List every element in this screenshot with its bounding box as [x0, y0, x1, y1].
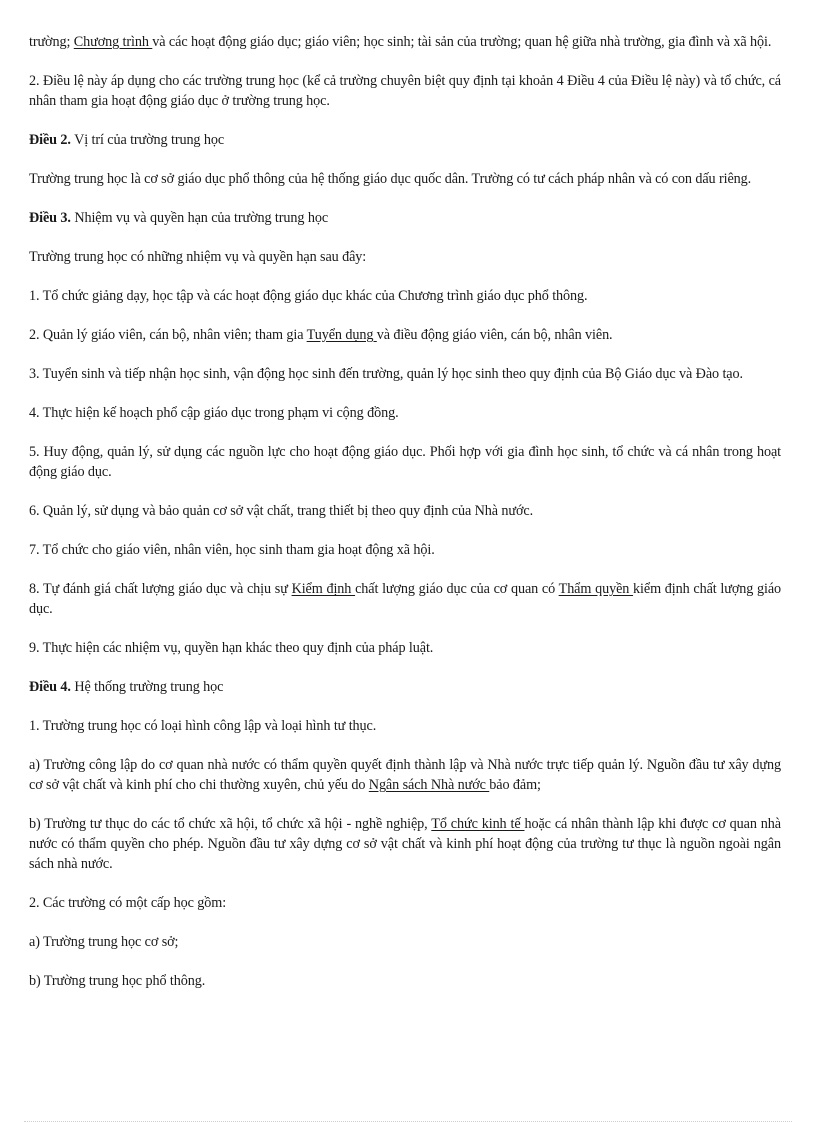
document-body	[29, 32, 781, 1010]
paragraph-text: 3. Tuyển sinh và tiếp nhận học sinh, vận động học sinh đến trường, quản lý học sinh theo quy định của Bộ Giáo dục và Đào tạo.	[29, 366, 743, 382]
paragraph-p1	[29, 71, 781, 111]
paragraph-text: 9. Thực hiện các nhiệm vụ, quyền hạn khác theo quy định của pháp luật.	[29, 640, 434, 656]
paragraph-p8	[29, 364, 781, 384]
inline-link[interactable]: Ngân sách Nhà nước	[368, 777, 490, 793]
paragraph-p2	[29, 130, 781, 150]
paragraph-text: Trường trung học là cơ sở giáo dục phổ thông của hệ thống giáo dục quốc dân. Trường có tư cách pháp nhân và có con dấu riêng.	[29, 171, 752, 187]
paragraph-text: b) Trường tư thục do các tổ chức xã hội, tổ chức xã hội - nghề nghiệp,	[29, 816, 432, 832]
inline-link[interactable]: Tổ chức kinh tế	[431, 816, 525, 832]
paragraph-text: Hệ thống trường trung học	[70, 679, 224, 695]
paragraph-p4	[29, 208, 781, 228]
paragraph-text: 6. Quản lý, sử dụng và bảo quản cơ sở vật chất, trang thiết bị theo quy định của Nhà nước.	[29, 503, 534, 519]
paragraph-text: 2. Điều lệ này áp dụng cho các trường trung học (kể cả trường chuyên biệt quy định tại khoản 4 Điều 4 của Điều lệ này) và tổ chức, cá nhân tham gia hoạt động giáo dục ở trường trung học.	[29, 73, 781, 109]
paragraph-text: Nhiệm vụ và quyền hạn của trường trung học	[70, 210, 329, 226]
paragraph-p13	[29, 579, 781, 619]
paragraph-text: a) Trường công lập do cơ quan nhà nước có thẩm quyền quyết định thành lập và Nhà nước trực tiếp quản lý. Nguồn đầu tư xây dựng cơ sở vật chất và kinh phí cho chi thường xuyên, chủ yếu do	[29, 757, 781, 793]
paragraph-text: 8. Tự đánh giá chất lượng giáo dục và chịu sự	[29, 581, 292, 597]
inline-link[interactable]: Thẩm quyền	[558, 581, 634, 597]
paragraph-text: và các hoạt động giáo dục; giáo viên; học sinh; tài sản của trường; quan hệ giữa nhà trường, gia đình và xã hội.	[152, 34, 772, 50]
paragraph-p12	[29, 540, 781, 560]
paragraph-p20	[29, 932, 781, 952]
paragraph-text: 2. Các trường có một cấp học gồm:	[29, 895, 227, 911]
paragraph-p0	[29, 32, 781, 52]
paragraph-text: a) Trường trung học cơ sở;	[29, 934, 179, 950]
article-heading-label: Điều 3.	[29, 210, 71, 226]
paragraph-p18	[29, 814, 781, 874]
article-heading-label: Điều 4.	[29, 679, 71, 695]
paragraph-p15	[29, 677, 781, 697]
paragraph-text: Vị trí của trường trung học	[70, 132, 225, 148]
paragraph-p17	[29, 755, 781, 795]
paragraph-text: hoặc cá nhân thành lập khi được cơ quan nhà nước có thẩm quyền cho phép. Nguồn đầu tư xây dựng cơ sở vật chất và kinh phí hoạt động của trường tư thục là nguồn ngoài ngân sách nhà nước.	[29, 816, 781, 872]
paragraph-text: b) Trường trung học phổ thông.	[29, 973, 206, 989]
paragraph-p5	[29, 247, 781, 267]
paragraph-text: 7. Tổ chức cho giáo viên, nhân viên, học sinh tham gia hoạt động xã hội.	[29, 542, 435, 558]
inline-link[interactable]: Tuyển dụng	[306, 327, 377, 343]
paragraph-text: trường;	[29, 34, 74, 50]
paragraph-text: và điều động giáo viên, cán bộ, nhân viên.	[376, 327, 613, 343]
inline-link[interactable]: Chương trình	[73, 34, 153, 50]
paragraph-text: Trường trung học có những nhiệm vụ và quyền hạn sau đây:	[29, 249, 367, 265]
paragraph-p16	[29, 716, 781, 736]
inline-link[interactable]: Kiểm định	[291, 581, 356, 597]
paragraph-p7	[29, 325, 781, 345]
paragraph-text: 5. Huy động, quản lý, sử dụng các nguồn lực cho hoạt động giáo dục. Phối hợp với gia đình học sinh, tổ chức và cá nhân trong hoạt động giáo dục.	[29, 444, 781, 480]
paragraph-text: chất lượng giáo dục của cơ quan có	[355, 581, 559, 597]
article-heading-label: Điều 2.	[29, 132, 71, 148]
paragraph-text: 2. Quản lý giáo viên, cán bộ, nhân viên; tham gia	[29, 327, 307, 343]
paragraph-text: bảo đảm;	[489, 777, 541, 793]
paragraph-p10	[29, 442, 781, 482]
paragraph-text: kiểm định chất lượng giáo dục.	[29, 581, 782, 617]
paragraph-p14	[29, 638, 781, 658]
page-bottom-divider	[24, 1121, 792, 1122]
paragraph-p11	[29, 501, 781, 521]
paragraph-p19	[29, 893, 781, 913]
paragraph-p3	[29, 169, 781, 189]
paragraph-p21	[29, 971, 781, 991]
paragraph-p6	[29, 286, 781, 306]
paragraph-text: 1. Tổ chức giảng dạy, học tập và các hoạt động giáo dục khác của Chương trình giáo dục phổ thông.	[29, 288, 588, 304]
paragraph-text: 4. Thực hiện kế hoạch phổ cập giáo dục trong phạm vi cộng đồng.	[29, 405, 399, 421]
paragraph-text: 1. Trường trung học có loại hình công lập và loại hình tư thục.	[29, 718, 377, 734]
paragraph-p9	[29, 403, 781, 423]
